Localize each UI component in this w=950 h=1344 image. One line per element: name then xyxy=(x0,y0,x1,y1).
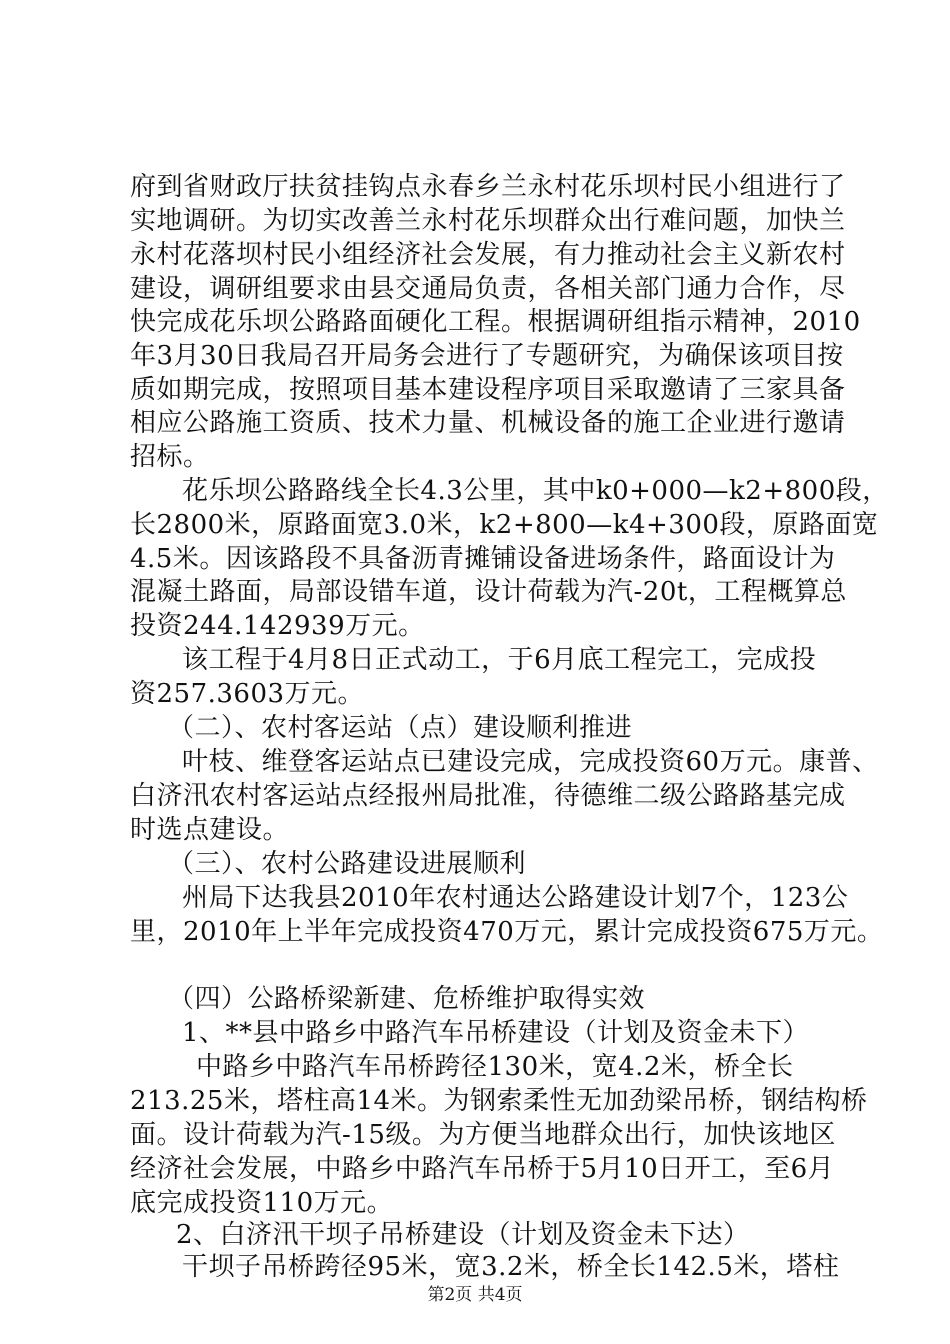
text-line: 相应公路施工资质、技术力量、机械设备的施工企业进行邀请 xyxy=(130,408,846,438)
text-line: 时选点建设。 xyxy=(130,815,290,845)
section-heading: （三）、农村公路建设进展顺利 xyxy=(168,849,527,879)
paragraph-first-line: 州局下达我县2010年农村通达公路建设计划7个，123公 xyxy=(182,883,849,913)
text-line: 底完成投资110万元。 xyxy=(130,1188,394,1218)
page-footer: 第2页 共4页 xyxy=(427,1285,523,1305)
section-heading: （二）、农村客运站（点）建设顺利推进 xyxy=(168,713,633,743)
text-line: 年3月30日我局召开局务会进行了专题研究，为确保该项目按 xyxy=(130,341,844,371)
subsection-heading: 2、白济汛干坝子吊桥建设（计划及资金未下达） xyxy=(176,1220,750,1250)
text-line: 长2800米，原路面宽3.0米，k2+800—k4+300段，原路面宽 xyxy=(130,510,879,540)
paragraph-first-line: 花乐坝公路路线全长4.3公里，其中k0+000—k2+800段， xyxy=(182,476,889,506)
text-line: 混凝土路面，局部设错车道，设计荷载为汽-20t，工程概算总 xyxy=(130,577,847,607)
text-line: 府到省财政厅扶贫挂钩点永春乡兰永村花乐坝村民小组进行了 xyxy=(130,172,846,202)
subsection-heading: 1、**县中路乡中路汽车吊桥建设（计划及资金未下） xyxy=(182,1018,810,1048)
text-line: 实地调研。为切实改善兰永村花乐坝群众出行难问题，加快兰 xyxy=(130,206,846,236)
section-heading: （四）公路桥梁新建、危桥维护取得实效 xyxy=(168,984,646,1014)
text-line: 永村花落坝村民小组经济社会发展，有力推动社会主义新农村 xyxy=(130,240,846,270)
text-line: 建设，调研组要求由县交通局负责，各相关部门通力合作，尽 xyxy=(130,274,846,304)
text-line: 白济汛农村客运站点经报州局批准，待德维二级公路路基完成 xyxy=(130,781,846,811)
text-line: 质如期完成，按照项目基本建设程序项目采取邀请了三家具备 xyxy=(130,375,846,405)
text-line: 4.5米。因该路段不具备沥青摊铺设备进场条件，路面设计为 xyxy=(130,544,836,574)
paragraph-first-line: 干坝子吊桥跨径95米，宽3.2米，桥全长142.5米，塔柱 xyxy=(182,1252,840,1282)
text-line: 里，2010年上半年完成投资470万元，累计完成投资675万元。 xyxy=(130,917,884,947)
paragraph-first-line: 中路乡中路汽车吊桥跨径130米，宽4.2米，桥全长 xyxy=(196,1052,794,1082)
text-line: 快完成花乐坝公路路面硬化工程。根据调研组指示精神，2010 xyxy=(130,307,861,337)
paragraph-first-line: 叶枝、维登客运站点已建设完成，完成投资60万元。康普、 xyxy=(182,747,879,777)
text-line: 经济社会发展，中路乡中路汽车吊桥于5月10日开工，至6月 xyxy=(130,1154,835,1184)
text-line: 招标。 xyxy=(130,442,210,472)
text-line: 213.25米，塔柱高14米。为钢索柔性无加劲梁吊桥，钢结构桥 xyxy=(130,1086,868,1116)
text-line: 资257.3603万元。 xyxy=(130,679,365,709)
text-line: 面。设计荷载为汽-15级。为方便当地群众出行，加快该地区 xyxy=(130,1120,836,1150)
paragraph-first-line: 该工程于4月8日正式动工，于6月底工程完工，完成投 xyxy=(182,645,817,675)
text-line: 投资244.142939万元。 xyxy=(130,611,425,641)
